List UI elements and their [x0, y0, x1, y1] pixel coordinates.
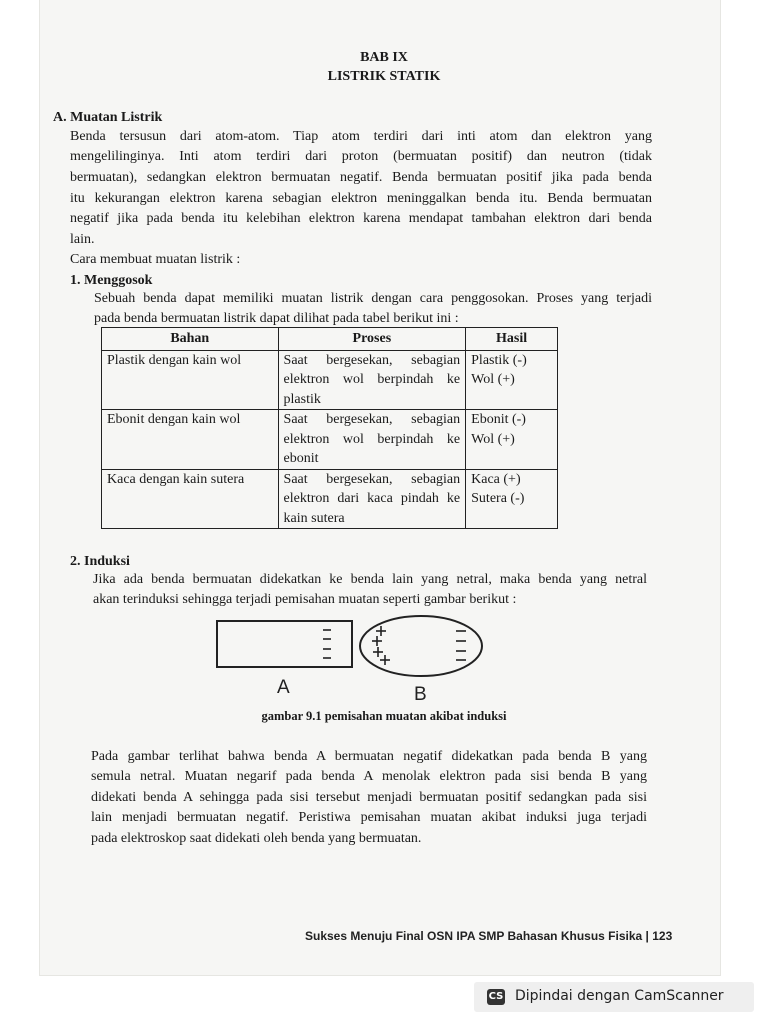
header-proses: Proses — [278, 328, 466, 351]
camscanner-text: Dipindai dengan CamScanner — [515, 988, 724, 1004]
paragraph-line: mengelilinginya. Inti atom terdiri dari proton (bermuatan positif) dan neutron (tidak — [70, 149, 652, 164]
body-a-rectangle — [217, 621, 352, 667]
hasil-line: Wol (+) — [471, 372, 515, 387]
label-b: B — [414, 684, 427, 705]
proses-line: Saat bergesekan, sebagian — [283, 412, 461, 427]
proses-line: Saat bergesekan, sebagian — [283, 471, 461, 487]
cell-hasil — [466, 410, 558, 470]
hasil-line: Wol (+) — [471, 431, 515, 447]
menggosok-heading: 1. Menggosok — [70, 273, 153, 288]
cell-hasil — [466, 469, 558, 529]
induksi-heading: 2. Induksi — [70, 554, 130, 569]
proses-line: elektron dari kaca pindah ke — [283, 491, 461, 506]
cell-proses — [278, 350, 466, 410]
paragraph-line: Benda tersusun dari atom-atom. Tiap atom terdiri dari inti atom dan elektron yang — [70, 129, 652, 144]
induksi-line: akan terinduksi sehingga terjadi pemisahan muatan seperti gambar berikut : — [93, 592, 517, 607]
hasil-line: Sutera (-) — [471, 491, 525, 506]
hasil-line: Ebonit (-) — [471, 412, 526, 427]
header-hasil: Hasil — [466, 328, 558, 351]
footer-separator: | — [645, 929, 649, 943]
cell-hasil — [466, 350, 558, 410]
paragraph-line: itu kekurangan elektron karena sebagian elektron meninggalkan benda itu. Benda bermuatan — [70, 191, 652, 206]
camscanner-badge — [474, 982, 754, 1012]
induksi-line: Jika ada benda bermuatan didekatkan ke benda lain yang netral, maka benda yang netral — [93, 572, 647, 587]
label-a: A — [277, 677, 290, 698]
hasil-line: Kaca (+) — [471, 471, 521, 487]
cell-proses — [278, 469, 466, 529]
page-number: 123 — [652, 929, 673, 943]
page-footer — [305, 929, 672, 943]
cell-bahan: Ebonit dengan kain wol — [102, 410, 279, 470]
cell-proses — [278, 410, 466, 470]
paragraph-line: semula netral. Muatan negarif pada benda A menolak elektron pada sisi benda B yang — [91, 769, 647, 784]
paragraph-line: bermuatan), sedangkan elektron bermuatan negatif. Benda bermuatan positif jika pada benda — [70, 170, 652, 185]
menggosok-line: pada benda bermuatan listrik dapat dilihat pada tabel berikut ini : — [94, 311, 459, 326]
chapter-label: BAB IX — [360, 50, 408, 65]
paragraph-line: didekati benda A sehingga pada sisi tersebut menjadi bermuatan positif sedangkan pada sisi — [91, 790, 647, 805]
body-b-negative-charges — [456, 631, 466, 660]
table-row — [102, 350, 558, 410]
rubbing-table — [101, 327, 558, 529]
table-header-row — [102, 328, 558, 351]
proses-line: Saat bergesekan, sebagian — [283, 352, 461, 368]
paragraph-line: lain. — [70, 232, 95, 247]
paragraph-line: Pada gambar terlihat bahwa benda A bermuatan negatif didekatkan pada benda B yang — [91, 749, 647, 764]
proses-line: elektron wol berpindah ke — [283, 431, 461, 447]
paragraph-line: lain menjadi bermuatan negatif. Peristiwa pemisahan muatan akibat induksi juga terjadi — [91, 810, 647, 825]
hasil-line: Plastik (-) — [471, 352, 527, 368]
proses-line: kain sutera — [283, 510, 345, 526]
body-b-ellipse — [360, 616, 482, 676]
chapter-title: LISTRIK STATIK — [327, 69, 441, 84]
body-b-positive-charges — [372, 626, 390, 665]
proses-line: plastik — [283, 391, 321, 407]
figure-caption: gambar 9.1 pemisahan muatan akibat induksi — [261, 709, 507, 723]
footer-title: Sukses Menuju Final OSN IPA SMP Bahasan Khusus Fisika — [305, 929, 643, 943]
induction-figure — [210, 612, 490, 708]
proses-line: elektron wol berpindah ke — [283, 372, 461, 387]
table-row — [102, 410, 558, 470]
camscanner-logo-icon: CS — [487, 989, 505, 1005]
cell-bahan: Kaca dengan kain sutera — [102, 469, 279, 529]
section-a-heading: A. Muatan Listrik — [53, 110, 163, 125]
cell-bahan: Plastik dengan kain wol — [102, 350, 279, 410]
method-intro: Cara membuat muatan listrik : — [70, 252, 241, 267]
paragraph-line: negatif jika pada benda itu kelebihan elektron karena mendapat tambahan elektron dari benda — [70, 211, 652, 226]
header-bahan: Bahan — [102, 328, 279, 351]
menggosok-line: Sebuah benda dapat memiliki muatan listrik dengan cara penggosokan. Proses yang terjadi — [94, 291, 652, 306]
table-row — [102, 469, 558, 529]
paragraph-line: pada elektroskop saat didekati oleh benda yang bermuatan. — [91, 831, 422, 846]
body-a-negative-charges — [323, 630, 331, 658]
proses-line: ebonit — [283, 451, 319, 466]
